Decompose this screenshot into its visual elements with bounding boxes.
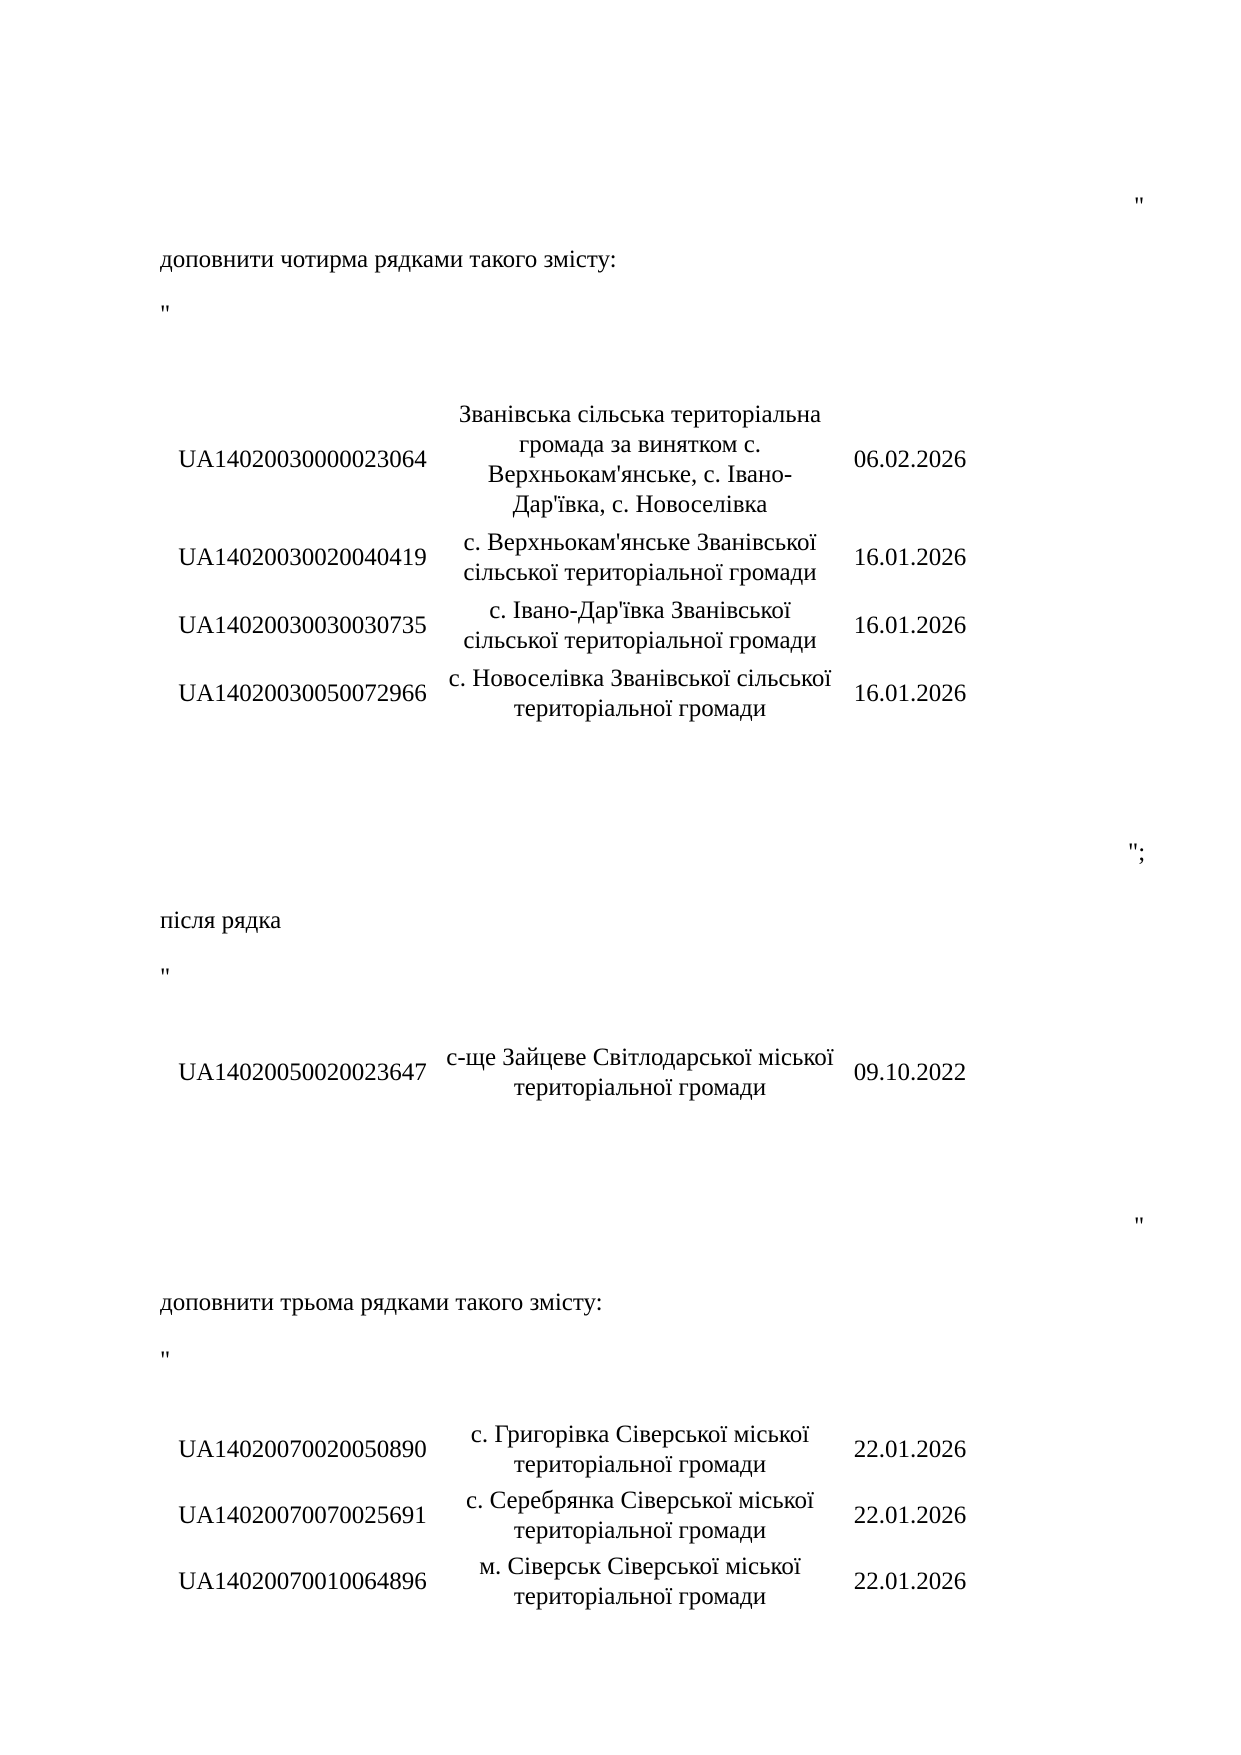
territory-name: с. Івано-Дар'ївка Званівської сільської територіальної громади: [463, 597, 817, 654]
opening-quote-mark-3: ": [160, 1347, 171, 1374]
table-after-row: [160, 1043, 985, 1103]
opening-quote-mark-2: ": [160, 964, 171, 991]
territory-name: с. Серебрянка Сіверської міської територіальної громади: [465, 1487, 814, 1544]
territory-name: м. Сіверськ Сіверської міської територіальної громади: [479, 1553, 801, 1610]
instruction-after-row: після рядка: [160, 907, 282, 934]
closing-quote-semicolon: ";: [1128, 839, 1146, 866]
opening-quote-mark-1: ": [160, 301, 171, 328]
territory-code: UA14020030000023064: [178, 446, 427, 473]
table-add-four-rows: [160, 400, 985, 724]
territory-code: UA14020030050072966: [178, 680, 427, 707]
effective-date: 16.01.2026: [853, 544, 967, 571]
instruction-add-three-rows: доповнити трьома рядками такого змісту:: [160, 1289, 603, 1316]
table-row: [160, 1552, 985, 1612]
territory-code: UA14020030020040419: [178, 544, 427, 571]
table-row: [160, 1420, 985, 1480]
effective-date: 22.01.2026: [853, 1436, 967, 1463]
territory-code: UA14020050020023647: [178, 1059, 427, 1086]
effective-date: 22.01.2026: [853, 1568, 967, 1595]
territory-code: UA14020070020050890: [178, 1436, 427, 1463]
territory-name: с. Верхньокам'янське Званівської сільської територіальної громади: [463, 529, 817, 586]
table-row: [160, 400, 985, 520]
effective-date: 09.10.2022: [853, 1059, 967, 1086]
table-row: [160, 596, 985, 656]
effective-date: 16.01.2026: [853, 612, 967, 639]
table-add-three-rows: [160, 1420, 985, 1612]
territory-name: с-ще Зайцеве Світлодарської міської територіальної громади: [446, 1044, 834, 1101]
table-row: [160, 1043, 985, 1103]
territory-code: UA14020030030030735: [178, 612, 427, 639]
closing-quote-mark-2: ": [1134, 1213, 1145, 1240]
closing-quote-mark-top: ": [1134, 193, 1145, 220]
territory-code: UA14020070010064896: [178, 1568, 427, 1595]
effective-date: 06.02.2026: [853, 446, 967, 473]
effective-date: 22.01.2026: [853, 1502, 967, 1529]
territory-name: с. Григорівка Сіверської міської територіальної громади: [470, 1421, 810, 1478]
territory-name: Званівська сільська територіальна громада за винятком с. Верхньокам'янське, с. Івано-Дар'ївка, с. Новоселівка: [458, 401, 822, 518]
instruction-add-four-rows: доповнити чотирма рядками такого змісту:: [160, 246, 617, 273]
effective-date: 16.01.2026: [853, 680, 967, 707]
table-row: [160, 664, 985, 724]
territory-name: с. Новоселівка Званівської сільської територіальної громади: [448, 665, 832, 722]
table-row: [160, 528, 985, 588]
table-row: [160, 1486, 985, 1546]
territory-code: UA14020070070025691: [178, 1502, 427, 1529]
